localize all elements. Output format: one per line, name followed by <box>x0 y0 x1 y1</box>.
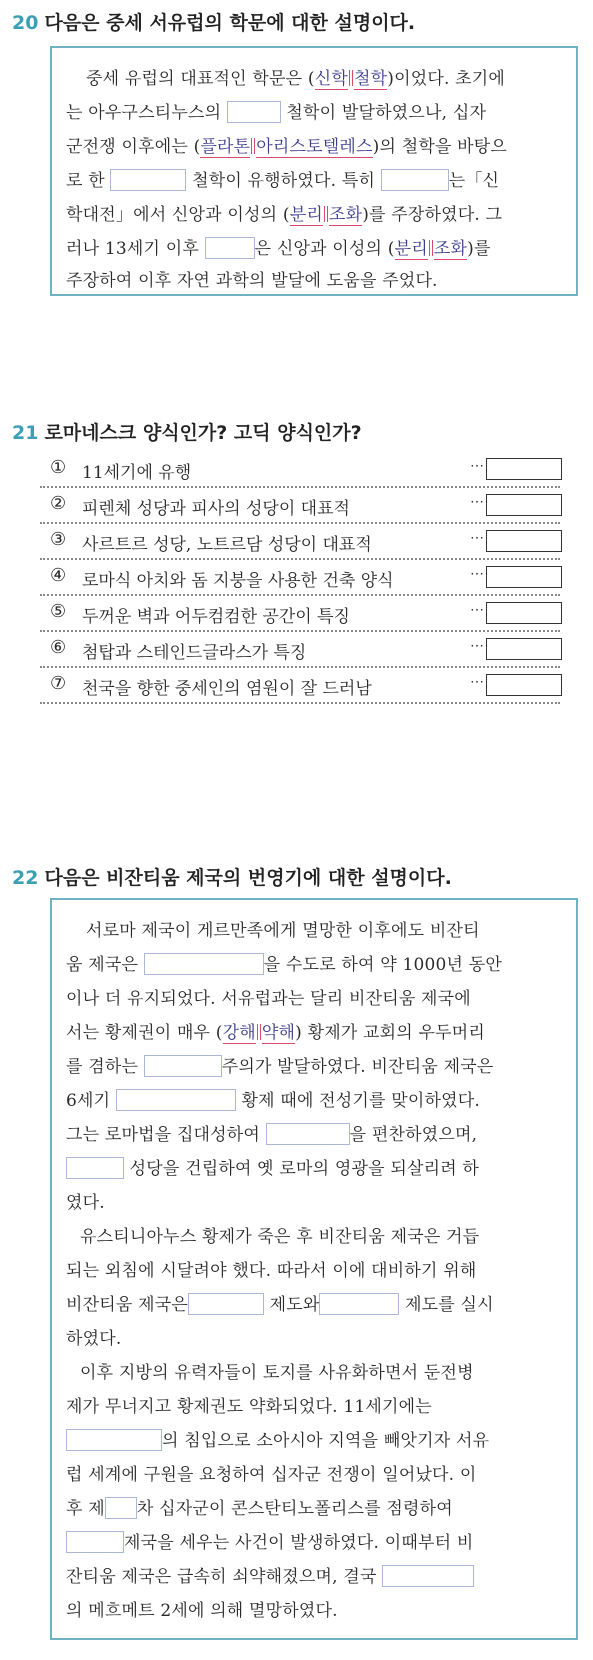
choice-harmony-2[interactable]: 조화 <box>433 239 468 259</box>
q21-answer-box[interactable] <box>486 638 562 660</box>
q22-line-1: 서로마 제국이 게르만족에게 멸망한 이후에도 비잔티 <box>86 921 480 941</box>
blank-emperor[interactable] <box>116 1089 236 1111</box>
choice-harmony-1[interactable]: 조화 <box>328 205 363 225</box>
q22-line-3: 이나 더 유지되었다. 서유럽과는 달리 비잔티움 제국에 <box>66 989 471 1009</box>
blank-invader[interactable] <box>66 1429 162 1451</box>
q21-item-text: 11세기에 유행 <box>82 463 192 483</box>
q21-item-text: 피렌체 성당과 피사의 성당이 대표적 <box>82 499 350 519</box>
q22-title <box>12 863 452 890</box>
choice-weak[interactable]: 약해 <box>261 1023 296 1043</box>
q20-line-7: 주장하여 이후 자연 과학의 발달에 도움을 주었다. <box>66 271 438 291</box>
blank-law-code[interactable] <box>266 1123 350 1145</box>
q21-answer-box[interactable] <box>486 458 562 480</box>
q20-line-3: 군전쟁 이후에는 (플라톤 아리스토텔레스)의 철학을 바탕으 <box>66 137 508 157</box>
q22-line-2: 움 제국은 을 수도로 하여 약 1000년 동안 <box>66 955 503 975</box>
q21-item-2 <box>40 488 560 524</box>
q21-item-4 <box>40 560 560 596</box>
choice-aristotle[interactable]: 아리스토텔레스 <box>256 137 373 157</box>
q21-leader-dots: ⋯ <box>470 602 484 618</box>
q21-item-number: ⑥ <box>50 637 67 658</box>
q22-line-15: 제가 무너지고 황제권도 약화되었다. 11세기에는 <box>66 1397 432 1417</box>
q22-line-7: 그는 로마법을 집대성하여 을 편찬하였으며, <box>66 1125 478 1145</box>
blank-cathedral[interactable] <box>66 1157 124 1179</box>
q21-answer-box[interactable] <box>486 530 562 552</box>
q22-line-19: 제국을 세우는 사건이 발생하였다. 이때부터 비 <box>66 1528 473 1553</box>
q21-item-text: 두꺼운 벽과 어두컴컴한 공간이 특징 <box>82 607 350 627</box>
q22-line-9: 였다. <box>66 1193 105 1213</box>
q22-line-10: 유스티니아누스 황제가 죽은 후 비잔티움 제국은 거듭 <box>80 1227 480 1247</box>
q22-line-18: 후 제 차 십자군이 콘스탄티노폴리스를 점령하여 <box>66 1499 453 1519</box>
q21-leader-dots: ⋯ <box>470 566 484 582</box>
q21-item-number: ⑤ <box>50 601 67 622</box>
q21-item-number: ④ <box>50 565 67 586</box>
q21-leader-dots: ⋯ <box>470 530 484 546</box>
q20-title-text: 다음은 중세 서유럽의 학문에 대한 설명이다. <box>44 12 416 34</box>
q21-number: 21 <box>12 422 39 444</box>
choice-philosophy[interactable]: 철학 <box>353 69 388 89</box>
q21-answer-box[interactable] <box>486 494 562 516</box>
blank-crusade-number[interactable] <box>105 1497 137 1519</box>
choice-strong[interactable]: 강해 <box>222 1023 256 1043</box>
q21-answer-box[interactable] <box>486 566 562 588</box>
q22-line-17: 럽 세계에 구원을 요청하여 십자군 전쟁이 일어났다. 이 <box>66 1465 477 1485</box>
q21-item-text: 천국을 향한 중세인의 염원이 잘 드러남 <box>82 679 372 699</box>
blank-philosophy-type[interactable] <box>110 169 186 191</box>
q21-leader-dots: ⋯ <box>470 674 484 690</box>
q21-title-text: 로마네스크 양식인가? 고딕 양식인가? <box>44 422 362 444</box>
choice-separation-1[interactable]: 분리 <box>289 205 323 225</box>
blank-system-1[interactable] <box>188 1293 264 1315</box>
blank-augustine-philosophy[interactable] <box>227 101 281 123</box>
blank-system-2[interactable] <box>319 1293 399 1315</box>
q21-item-text: 사르트르 성당, 노트르담 성당이 대표적 <box>82 535 372 555</box>
q20-line-4: 로 한 철학이 유행하였다. 특히 는「신 <box>66 171 500 191</box>
choice-separation-2[interactable]: 분리 <box>394 239 428 259</box>
q22-line-8: 성당을 건립하여 옛 로마의 영광을 되살리려 하 <box>66 1154 479 1179</box>
q21-item-number: ⑦ <box>50 673 67 694</box>
blank-author[interactable] <box>381 169 449 191</box>
q20-number: 20 <box>12 12 39 34</box>
q21-leader-dots: ⋯ <box>470 638 484 654</box>
q22-line-16: 의 침입으로 소아시아 지역을 빼앗기자 서유 <box>66 1426 489 1451</box>
q21-item-number: ① <box>50 457 67 478</box>
q21-item-1 <box>40 452 560 488</box>
q21-item-number: ② <box>50 493 67 514</box>
q20-line-2: 는 아우구스티누스의 철학이 발달하였으나, 십자 <box>66 103 487 123</box>
q22-line-6: 6세기 황제 때에 전성기를 맞이하였다. <box>66 1091 480 1111</box>
q21-leader-dots: ⋯ <box>470 458 484 474</box>
q22-line-5: 를 겸하는 주의가 발달하였다. 비잔티움 제국은 <box>66 1057 494 1077</box>
q21-item-5 <box>40 596 560 632</box>
q22-line-12: 비잔티움 제국은 제도와 제도를 실시 <box>66 1295 494 1315</box>
blank-caesaropapism[interactable] <box>144 1055 222 1077</box>
q21-item-6 <box>40 632 560 668</box>
choice-plato[interactable]: 플라톤 <box>200 137 251 157</box>
choice-theology[interactable]: 신학 <box>314 69 348 89</box>
q22-line-4: 서는 황제권이 매우 (강해 약해) 황제가 교회의 우두머리 <box>66 1023 486 1043</box>
q20-passage-box <box>50 46 578 296</box>
q22-line-11: 되는 외침에 시달려야 했다. 따라서 이에 대비하기 위해 <box>66 1261 477 1281</box>
q21-leader-dots: ⋯ <box>470 494 484 510</box>
q22-passage-box <box>50 898 578 1640</box>
q21-item-text: 첨탑과 스테인드글라스가 특징 <box>82 643 307 663</box>
q21-item-3 <box>40 524 560 560</box>
q22-line-20: 잔티움 제국은 급속히 쇠약해졌으며, 결국 <box>66 1562 474 1587</box>
q20-line-5: 학대전」에서 신앙과 이성의 (분리 조화)를 주장하였다. 그 <box>66 205 503 225</box>
blank-capital[interactable] <box>144 953 264 975</box>
q20-line-1: 중세 유럽의 대표적인 학문은 (신학 철학)이었다. 초기에 <box>86 69 506 89</box>
q22-line-13: 하였다. <box>66 1329 122 1349</box>
q21-item-number: ③ <box>50 529 67 550</box>
q20-title <box>12 8 415 35</box>
q20-line-6: 러나 13세기 이후 은 신앙과 이성의 (분리 조화)를 <box>66 239 491 259</box>
q21-item-text: 로마식 아치와 돔 지붕을 사용한 건축 양식 <box>82 571 394 591</box>
blank-later-thinker[interactable] <box>205 237 255 259</box>
q22-line-21: 의 메흐메트 2세에 의해 멸망하였다. <box>66 1601 338 1621</box>
q22-number: 22 <box>12 867 39 889</box>
q22-line-14: 이후 지방의 유력자들이 토지를 사유화하면서 둔전병 <box>80 1363 474 1383</box>
q21-title <box>12 418 362 445</box>
q21-answer-box[interactable] <box>486 602 562 624</box>
q21-answer-box[interactable] <box>486 674 562 696</box>
blank-ottoman[interactable] <box>382 1565 474 1587</box>
q22-title-text: 다음은 비잔티움 제국의 번영기에 대한 설명이다. <box>44 867 452 889</box>
q21-item-7 <box>40 668 560 704</box>
blank-latin-empire[interactable] <box>66 1531 124 1553</box>
